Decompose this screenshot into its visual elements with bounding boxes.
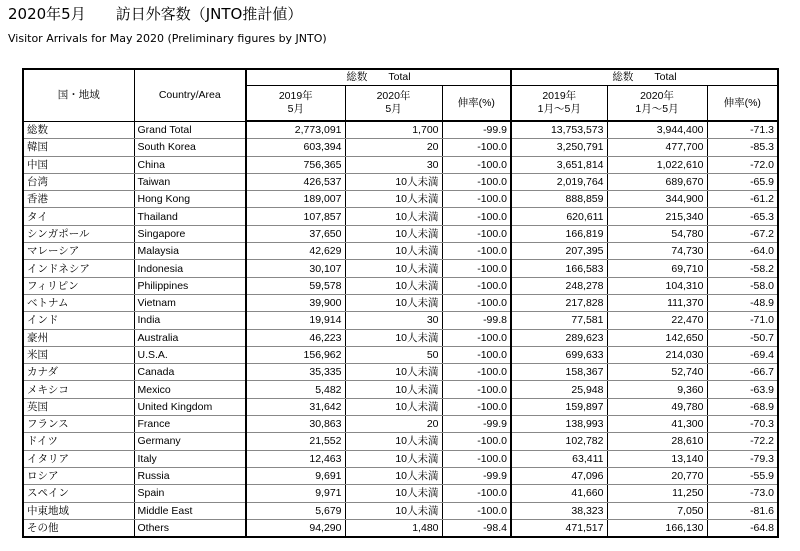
may-2019-value: 5,679 [246, 502, 345, 519]
ytd-2020-value: 28,610 [607, 433, 707, 450]
table-row [23, 191, 778, 208]
may-2020-value: 10人未満 [345, 225, 442, 242]
ytd-growth-value: -48.9 [707, 294, 778, 311]
ytd-growth-value: -65.3 [707, 208, 778, 225]
ytd-2020-value: 214,030 [607, 346, 707, 363]
region-name-jp: イタリア [23, 450, 134, 467]
table-row [23, 364, 778, 381]
ytd-growth-value: -65.9 [707, 173, 778, 190]
ytd-growth-value: -66.7 [707, 364, 778, 381]
region-name-jp: ロシア [23, 467, 134, 484]
may-2020-value: 10人未満 [345, 208, 442, 225]
ytd-2019-value: 2,019,764 [511, 173, 607, 190]
region-name-jp: フランス [23, 416, 134, 433]
ytd-growth-value: -81.6 [707, 502, 778, 519]
may-2019-value: 12,463 [246, 450, 345, 467]
may-2019-value: 426,537 [246, 173, 345, 190]
region-name-en: Spain [134, 485, 246, 502]
ytd-growth-value: -50.7 [707, 329, 778, 346]
may-growth-value: -100.0 [442, 502, 511, 519]
may-2019-value: 9,691 [246, 467, 345, 484]
ytd-2019-value: 289,623 [511, 329, 607, 346]
ytd-2020-value: 689,670 [607, 173, 707, 190]
may-growth-value: -100.0 [442, 243, 511, 260]
ytd-growth-value: -68.9 [707, 398, 778, 415]
header-group-ytd: 総数 Total [511, 69, 778, 86]
header-ytd-2020: 2020年 1月～5月 [607, 86, 707, 122]
may-growth-value: -100.0 [442, 139, 511, 156]
region-name-en: Russia [134, 467, 246, 484]
ytd-growth-value: -72.0 [707, 156, 778, 173]
region-name-jp: その他 [23, 519, 134, 537]
header-ytd-2019: 2019年 1月～5月 [511, 86, 607, 122]
may-2020-value: 10人未満 [345, 433, 442, 450]
region-name-jp: 韓国 [23, 139, 134, 156]
region-name-en: Singapore [134, 225, 246, 242]
table-row [23, 502, 778, 519]
table-row [23, 277, 778, 294]
ytd-2019-value: 25,948 [511, 381, 607, 398]
table-row [23, 156, 778, 173]
may-2020-value: 20 [345, 416, 442, 433]
ytd-2019-value: 248,278 [511, 277, 607, 294]
region-name-en: U.S.A. [134, 346, 246, 363]
ytd-2019-value: 138,993 [511, 416, 607, 433]
region-name-jp: メキシコ [23, 381, 134, 398]
may-growth-value: -100.0 [442, 191, 511, 208]
table-row [23, 485, 778, 502]
table-row [23, 121, 778, 139]
ytd-2020-value: 22,470 [607, 312, 707, 329]
table-row [23, 467, 778, 484]
may-2020-value: 10人未満 [345, 364, 442, 381]
ytd-growth-value: -72.2 [707, 433, 778, 450]
table-row [23, 329, 778, 346]
region-name-jp: 中東地域 [23, 502, 134, 519]
ytd-growth-value: -73.0 [707, 485, 778, 502]
table-row [23, 243, 778, 260]
may-2019-value: 9,971 [246, 485, 345, 502]
region-name-jp: ベトナム [23, 294, 134, 311]
table-row [23, 294, 778, 311]
may-growth-value: -100.0 [442, 225, 511, 242]
table-row [23, 450, 778, 467]
may-growth-value: -100.0 [442, 173, 511, 190]
may-2020-value: 50 [345, 346, 442, 363]
may-2019-value: 2,773,091 [246, 121, 345, 139]
region-name-jp: スペイン [23, 485, 134, 502]
ytd-2019-value: 38,323 [511, 502, 607, 519]
region-name-jp: インド [23, 312, 134, 329]
ytd-2020-value: 49,780 [607, 398, 707, 415]
region-name-en: Middle East [134, 502, 246, 519]
region-name-en: Taiwan [134, 173, 246, 190]
ytd-2020-value: 142,650 [607, 329, 707, 346]
region-name-jp: ドイツ [23, 433, 134, 450]
table-row [23, 260, 778, 277]
region-name-en: Canada [134, 364, 246, 381]
table-row [23, 433, 778, 450]
ytd-2019-value: 620,611 [511, 208, 607, 225]
region-name-en: Thailand [134, 208, 246, 225]
may-2019-value: 21,552 [246, 433, 345, 450]
may-growth-value: -100.0 [442, 485, 511, 502]
ytd-2019-value: 166,583 [511, 260, 607, 277]
ytd-2019-value: 158,367 [511, 364, 607, 381]
table-row [23, 312, 778, 329]
may-2020-value: 10人未満 [345, 381, 442, 398]
may-2020-value: 10人未満 [345, 329, 442, 346]
ytd-2019-value: 888,859 [511, 191, 607, 208]
ytd-2019-value: 166,819 [511, 225, 607, 242]
region-name-jp: 豪州 [23, 329, 134, 346]
may-2020-value: 10人未満 [345, 398, 442, 415]
ytd-growth-value: -71.0 [707, 312, 778, 329]
region-name-en: Indonesia [134, 260, 246, 277]
ytd-2019-value: 3,250,791 [511, 139, 607, 156]
table-row [23, 346, 778, 363]
region-name-en: Italy [134, 450, 246, 467]
region-name-jp: 総数 [23, 121, 134, 139]
ytd-2020-value: 52,740 [607, 364, 707, 381]
ytd-growth-value: -79.3 [707, 450, 778, 467]
page-title: 2020年5月 訪日外客数（JNTO推計値） [8, 5, 303, 23]
may-2019-value: 107,857 [246, 208, 345, 225]
region-name-en: Mexico [134, 381, 246, 398]
ytd-growth-value: -55.9 [707, 467, 778, 484]
may-2019-value: 42,629 [246, 243, 345, 260]
ytd-2019-value: 77,581 [511, 312, 607, 329]
may-growth-value: -100.0 [442, 398, 511, 415]
ytd-growth-value: -70.3 [707, 416, 778, 433]
region-name-en: South Korea [134, 139, 246, 156]
ytd-2020-value: 215,340 [607, 208, 707, 225]
may-2019-value: 603,394 [246, 139, 345, 156]
may-growth-value: -100.0 [442, 450, 511, 467]
ytd-2020-value: 9,360 [607, 381, 707, 398]
header-may-2020: 2020年 5月 [345, 86, 442, 122]
may-growth-value: -99.9 [442, 467, 511, 484]
region-name-en: Hong Kong [134, 191, 246, 208]
ytd-growth-value: -58.0 [707, 277, 778, 294]
may-2019-value: 5,482 [246, 381, 345, 398]
region-name-jp: タイ [23, 208, 134, 225]
header-growth-may: 伸率(%) [442, 86, 511, 122]
may-growth-value: -98.4 [442, 519, 511, 537]
may-2020-value: 30 [345, 312, 442, 329]
may-2019-value: 30,863 [246, 416, 345, 433]
region-name-jp: 英国 [23, 398, 134, 415]
region-name-en: China [134, 156, 246, 173]
may-2019-value: 46,223 [246, 329, 345, 346]
may-2019-value: 189,007 [246, 191, 345, 208]
ytd-2019-value: 207,395 [511, 243, 607, 260]
may-growth-value: -99.9 [442, 121, 511, 139]
may-growth-value: -99.8 [442, 312, 511, 329]
ytd-2020-value: 11,250 [607, 485, 707, 502]
ytd-growth-value: -67.2 [707, 225, 778, 242]
ytd-2020-value: 20,770 [607, 467, 707, 484]
may-2019-value: 39,900 [246, 294, 345, 311]
region-name-jp: 中国 [23, 156, 134, 173]
may-2019-value: 30,107 [246, 260, 345, 277]
region-name-en: France [134, 416, 246, 433]
may-2020-value: 10人未満 [345, 243, 442, 260]
ytd-2019-value: 13,753,573 [511, 121, 607, 139]
may-growth-value: -100.0 [442, 208, 511, 225]
ytd-2020-value: 41,300 [607, 416, 707, 433]
ytd-growth-value: -85.3 [707, 139, 778, 156]
may-2020-value: 10人未満 [345, 467, 442, 484]
may-2020-value: 30 [345, 156, 442, 173]
ytd-2020-value: 74,730 [607, 243, 707, 260]
may-growth-value: -100.0 [442, 329, 511, 346]
header-may-2019: 2019年 5月 [246, 86, 345, 122]
may-2019-value: 37,650 [246, 225, 345, 242]
may-2019-value: 94,290 [246, 519, 345, 537]
ytd-2020-value: 111,370 [607, 294, 707, 311]
ytd-2019-value: 3,651,814 [511, 156, 607, 173]
may-2020-value: 1,480 [345, 519, 442, 537]
ytd-2019-value: 699,633 [511, 346, 607, 363]
may-2019-value: 35,335 [246, 364, 345, 381]
ytd-2020-value: 7,050 [607, 502, 707, 519]
ytd-2020-value: 344,900 [607, 191, 707, 208]
may-growth-value: -100.0 [442, 433, 511, 450]
region-name-en: Philippines [134, 277, 246, 294]
may-2019-value: 31,642 [246, 398, 345, 415]
may-2020-value: 10人未満 [345, 502, 442, 519]
may-2020-value: 20 [345, 139, 442, 156]
may-2020-value: 10人未満 [345, 294, 442, 311]
region-name-en: India [134, 312, 246, 329]
table-row [23, 416, 778, 433]
may-2020-value: 10人未満 [345, 260, 442, 277]
region-name-jp: インドネシア [23, 260, 134, 277]
ytd-2020-value: 13,140 [607, 450, 707, 467]
ytd-2020-value: 166,130 [607, 519, 707, 537]
region-name-jp: 香港 [23, 191, 134, 208]
may-2019-value: 756,365 [246, 156, 345, 173]
may-2019-value: 156,962 [246, 346, 345, 363]
may-2020-value: 1,700 [345, 121, 442, 139]
region-name-en: Vietnam [134, 294, 246, 311]
ytd-2020-value: 1,022,610 [607, 156, 707, 173]
region-name-jp: カナダ [23, 364, 134, 381]
ytd-2020-value: 54,780 [607, 225, 707, 242]
may-2020-value: 10人未満 [345, 173, 442, 190]
table-row [23, 381, 778, 398]
ytd-2019-value: 217,828 [511, 294, 607, 311]
may-growth-value: -100.0 [442, 381, 511, 398]
table-row [23, 139, 778, 156]
page-subtitle: Visitor Arrivals for May 2020 (Preliminary figures by JNTO) [8, 32, 327, 45]
region-name-en: Malaysia [134, 243, 246, 260]
region-name-jp: シンガポール [23, 225, 134, 242]
ytd-growth-value: -61.2 [707, 191, 778, 208]
region-name-en: United Kingdom [134, 398, 246, 415]
may-2020-value: 10人未満 [345, 191, 442, 208]
ytd-2020-value: 104,310 [607, 277, 707, 294]
may-growth-value: -99.9 [442, 416, 511, 433]
header-group-may: 総数 Total [246, 69, 511, 86]
may-2020-value: 10人未満 [345, 277, 442, 294]
may-2020-value: 10人未満 [345, 485, 442, 502]
region-name-jp: マレーシア [23, 243, 134, 260]
visitor-arrivals-table [22, 68, 779, 538]
may-growth-value: -100.0 [442, 260, 511, 277]
table-row [23, 225, 778, 242]
header-region-en: Country/Area [134, 69, 246, 121]
ytd-growth-value: -58.2 [707, 260, 778, 277]
may-growth-value: -100.0 [442, 156, 511, 173]
ytd-growth-value: -64.0 [707, 243, 778, 260]
region-name-en: Grand Total [134, 121, 246, 139]
ytd-2019-value: 102,782 [511, 433, 607, 450]
ytd-growth-value: -64.8 [707, 519, 778, 537]
region-name-jp: 米国 [23, 346, 134, 363]
may-growth-value: -100.0 [442, 294, 511, 311]
region-name-jp: フィリピン [23, 277, 134, 294]
region-name-en: Australia [134, 329, 246, 346]
ytd-growth-value: -71.3 [707, 121, 778, 139]
may-2019-value: 59,578 [246, 277, 345, 294]
may-growth-value: -100.0 [442, 346, 511, 363]
may-2020-value: 10人未満 [345, 450, 442, 467]
ytd-2020-value: 3,944,400 [607, 121, 707, 139]
ytd-2019-value: 41,660 [511, 485, 607, 502]
ytd-2020-value: 69,710 [607, 260, 707, 277]
ytd-2019-value: 47,096 [511, 467, 607, 484]
header-growth-ytd: 伸率(%) [707, 86, 778, 122]
ytd-growth-value: -63.9 [707, 381, 778, 398]
may-growth-value: -100.0 [442, 277, 511, 294]
ytd-2019-value: 63,411 [511, 450, 607, 467]
region-name-en: Germany [134, 433, 246, 450]
ytd-2019-value: 471,517 [511, 519, 607, 537]
table-row [23, 173, 778, 190]
may-2019-value: 19,914 [246, 312, 345, 329]
table-row [23, 398, 778, 415]
ytd-2020-value: 477,700 [607, 139, 707, 156]
region-name-jp: 台湾 [23, 173, 134, 190]
may-growth-value: -100.0 [442, 364, 511, 381]
header-region-jp: 国・地域 [23, 69, 134, 121]
region-name-en: Others [134, 519, 246, 537]
ytd-2019-value: 159,897 [511, 398, 607, 415]
ytd-growth-value: -69.4 [707, 346, 778, 363]
table-row [23, 519, 778, 537]
table-row [23, 208, 778, 225]
